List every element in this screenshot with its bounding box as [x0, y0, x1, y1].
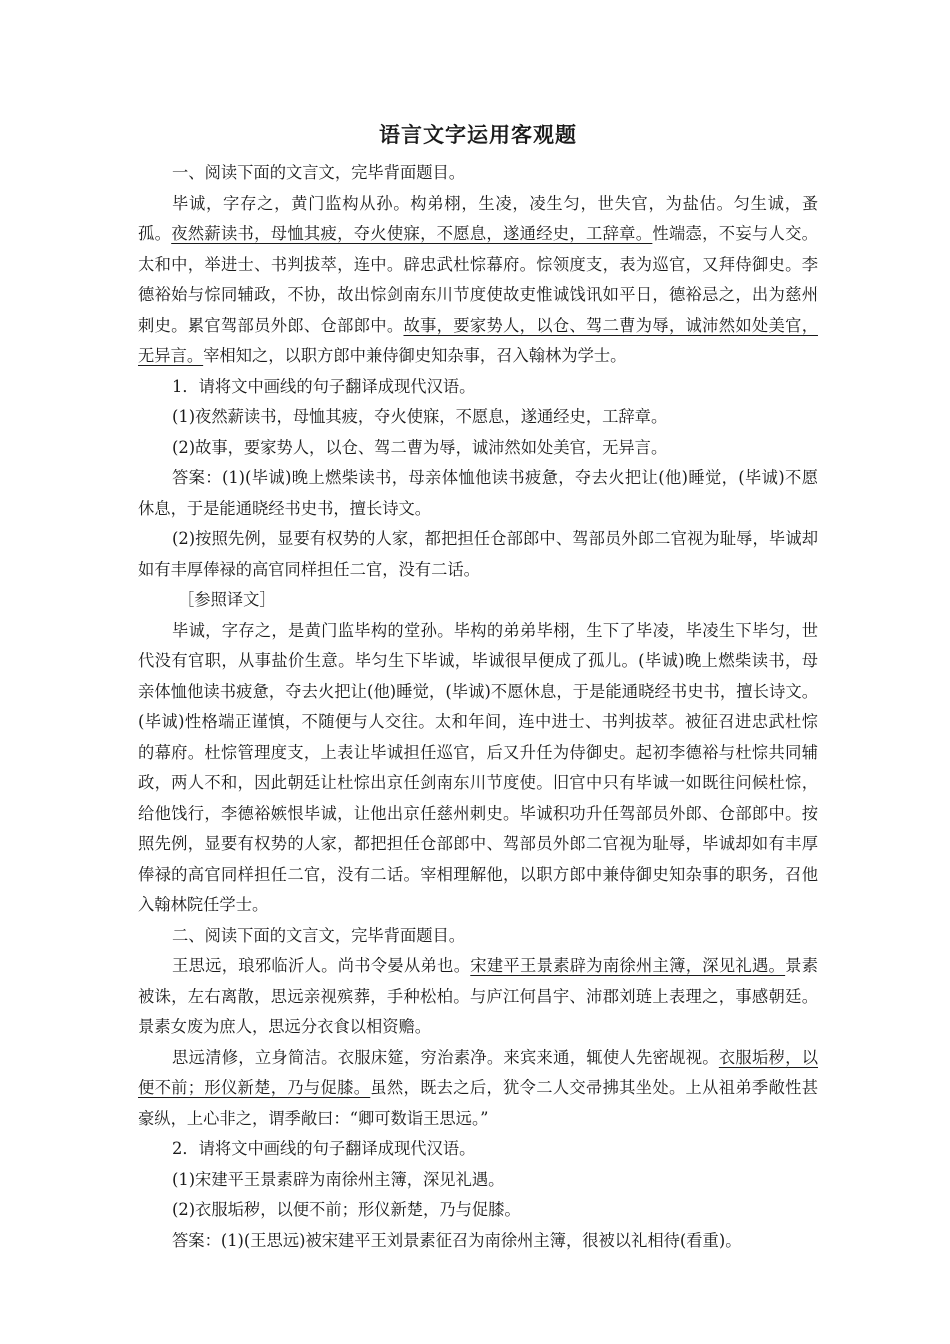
answer-1-part-1: 答案：(1)(毕诚)晚上燃柴读书，母亲体恤他读书疲惫，夺去火把让(他)睡觉，(毕诚)不愿休息，于是能通晓经书史书，擅长诗文。	[138, 468, 818, 518]
document-page	[138, 118, 818, 1256]
question-2-part-1: (1)宋建平王景素辟为南徐州主簿，深见礼遇。	[172, 1169, 505, 1189]
section-2-heading: 二、阅读下面的文言文，完毕背面题目。	[172, 925, 466, 945]
underlined-sentence-3: 宋建平王景素辟为南徐州主簿，深见礼遇。	[470, 956, 786, 975]
section-1-passage	[138, 189, 818, 372]
underlined-sentence-2: 故事，要家势人，以仓、驾二曹为辱，诚沛然如处美官，无异言。	[138, 315, 818, 365]
passage-text: 宰相知之，以职方郎中兼侍御史知杂事，召入翰林为学士。	[203, 346, 627, 365]
section-2-passage-1	[138, 951, 818, 1043]
document-title: 语言文字运用客观题	[379, 122, 577, 147]
section-2-passage-2	[138, 1043, 818, 1135]
answer-1-part-2: (2)按照先例，显要有权势的人家，都把担任仓部郎中、驾部员外郎二官视为耻辱，毕诚却如有丰厚俸禄的高官同样担任二官，没有二话。	[138, 529, 818, 579]
passage-text: 王思远，琅邪临沂人。尚书令晏从弟也。	[172, 956, 471, 975]
reference-translation: 毕诚，字存之，是黄门监毕构的堂孙。毕构的弟弟毕栩，生下了毕凌，毕凌生下毕匀，世代没有官职，从事盐价生意。毕匀生下毕诚，毕诚很早便成了孤儿。(毕诚)晚上燃柴读书，母亲体恤他读书疲惫，夺去火把让(他)睡觉，(毕诚)不愿休息，于是能通晓经书史书，擅长诗文。(毕诚)性格端正谨慎，不随便与人交往。太和年间，连中进士、书判拔萃。被征召进忠武杜悰的幕府。杜悰管理度支，上表让毕诚担任巡官，后又升任为侍御史。起初李德裕与杜悰共同辅政，两人不和，因此朝廷让杜悰出京任剑南东川节度使。旧官中只有毕诚一如既往问候杜悰，给他饯行，李德裕嫉恨毕诚，让他出京任慈州刺史。毕诚积功升任驾部员外郎、仓部郎中。按照先例，显要有权势的人家，都把担任仓部郎中、驾部员外郎二官视为耻辱，毕诚却如有丰厚俸禄的高官同样担任二官，没有二话。宰相理解他，以职方郎中兼侍御史知杂事的职务，召他入翰林院任学士。	[138, 620, 818, 914]
question-2-part-2: (2)衣服垢秽，以便不前；形仪新楚，乃与促膝。	[172, 1200, 521, 1219]
passage-text: 景素被诛，左右离散，思远亲视殡葬，手种松柏。与庐江何昌宇、沛郡刘琏上表理之，事感朝廷。景素女废为庶人，思远分衣食以相资赡。	[138, 956, 818, 1036]
section-1-heading: 一、阅读下面的文言文，完毕背面题目。	[172, 163, 466, 182]
question-2: 2．请将文中画线的句子翻译成现代汉语。	[172, 1139, 476, 1158]
passage-text: 性端悫，不妄与人交。太和中，举进士、书判拔萃，连中。辟忠武杜悰幕府。悰领度支，表为巡官，又拜侍御史。李德裕始与悰同辅政，不协，故出悰剑南东川节度使故吏惟诚饯讯如平日，德裕忌之，出为慈州刺史。累官驾部员外郎、仓部郎中。	[138, 224, 818, 335]
answer-2-part-1: 答案：(1)(王思远)被宋建平王刘景素征召为南徐州主簿，很被以礼相待(看重)。	[172, 1230, 742, 1250]
passage-text: 思远清修，立身简洁。衣服床筵，穷治素净。来宾来通，辄使人先密觇视。	[172, 1047, 719, 1067]
underlined-sentence-4: 衣服垢秽，以便不前；形仪新楚，乃与促膝。	[138, 1047, 818, 1097]
question-1-part-1: (1)夜然薪读书，母恤其疲，夺火使寐，不愿息，遂通经史，工辞章。	[172, 407, 668, 426]
reference-translation-label: ［参照译文］	[178, 590, 276, 609]
passage-text: 毕诚，字存之，黄门监构从孙。构弟栩，生凌，凌生匀，世失官，为盐估。匀生诚，蚤孤。	[138, 193, 818, 243]
underlined-sentence-1: 夜然薪读书，母恤其疲，夺火使寐，不愿息，遂通经史，工辞章。	[171, 224, 653, 243]
question-1-part-2: (2)故事，要家势人，以仓、驾二曹为辱，诚沛然如处美官，无异言。	[172, 437, 668, 457]
passage-text: 虽然，既去之后，犹令二人交帚拂其坐处。上从祖弟季敞性甚豪纵，上心非之，谓季敞曰：“卿可数诣王思远。”	[138, 1078, 818, 1128]
question-1: 1．请将文中画线的句子翻译成现代汉语。	[172, 376, 476, 396]
